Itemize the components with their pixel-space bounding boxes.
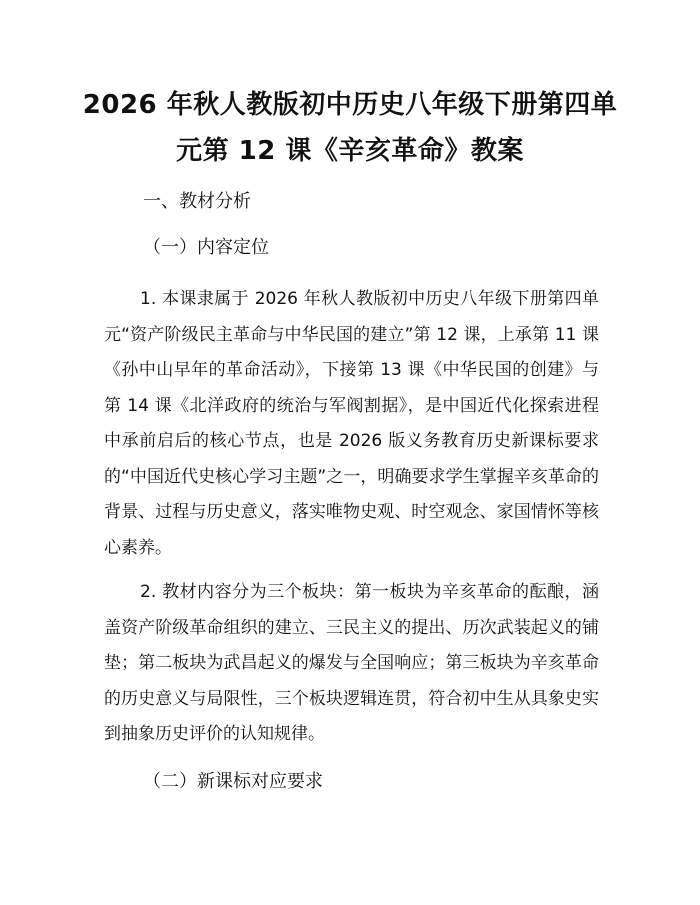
document-title: 2026 年秋人教版初中历史八年级下册第四单元第 12 课《辛亥革命》教案: [82, 90, 618, 166]
paragraph-content-positioning: 1. 本课隶属于 2026 年秋人教版初中历史八年级下册第四单元“资产阶级民主革命与中华民国的建立”第 12 课，上承第 11 课《孙中山早年的革命活动》，下接第 13 课《中华民国的创建》与第 14 课《北洋政府的统治与军阀割据》，是中国近代化探索进程中承前启后的核心节点，也是 2026 版义务教育历史新课标要求的“中国近代史核心学习主题”之一，明确要求学生掌握辛亥革命的背景、过程与历史意义，落实唯物史观、时空观念、家国情怀等核心素养。: [104, 289, 599, 558]
subsection-heading-content-positioning: （一）内容定位: [143, 237, 269, 258]
paragraph-teaching-material-structure: 2. 教材内容分为三个板块：第一板块为辛亥革命的酝酿，涵盖资产阶级革命组织的建立、三民主义的提出、历次武装起义的铺垫；第二板块为武昌起义的爆发与全国响应；第三板块为辛亥革命的历史意义与局限性，三个板块逻辑连贯，符合初中生从具象史实到抽象历史评价的认知规律。: [104, 582, 599, 744]
section-heading-teaching-material-analysis: 一、教材分析: [143, 191, 251, 212]
subsection-heading-curriculum-requirements: （二）新课标对应要求: [143, 771, 323, 792]
